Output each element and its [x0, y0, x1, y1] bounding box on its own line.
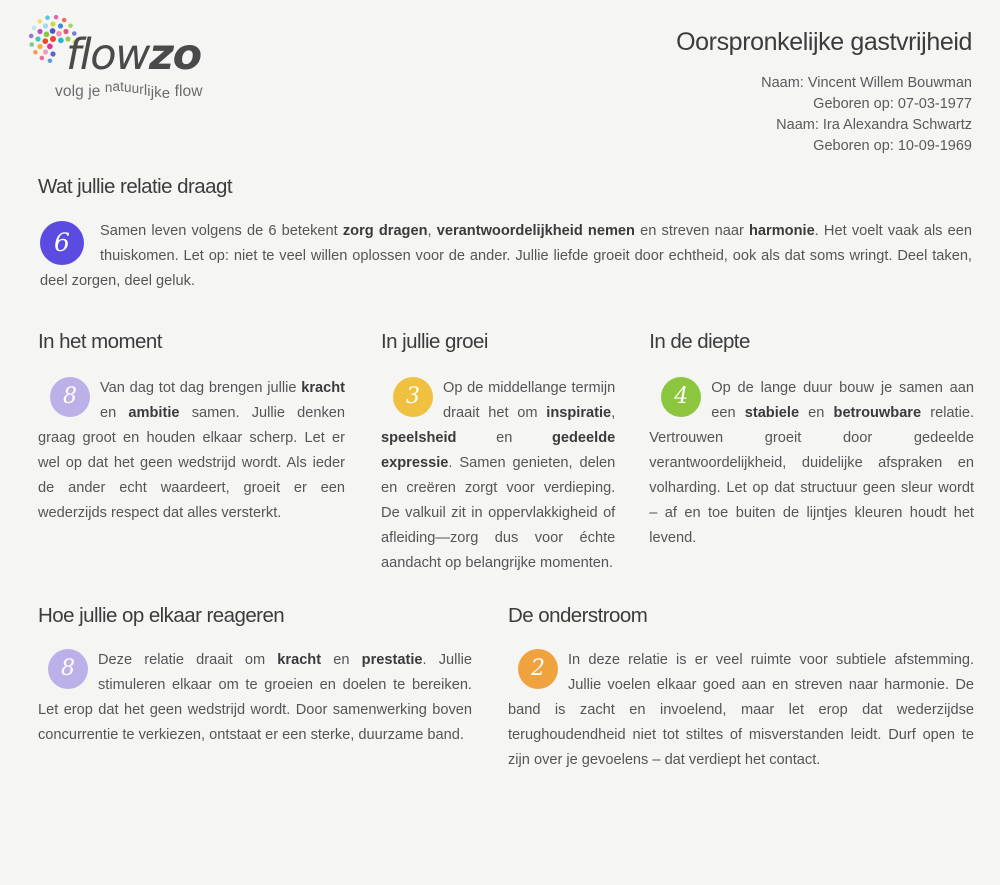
- brand-tagline: [55, 79, 203, 102]
- brand-word-zo: zo: [148, 30, 201, 80]
- two-column-section: [0, 576, 1000, 773]
- body-strong: prestatie: [361, 652, 423, 668]
- tagline-letter: i: [147, 83, 151, 100]
- tagline-letter: a: [112, 79, 121, 94]
- section-title: Wat jullie relatie draagt: [38, 175, 233, 198]
- body-run: . Het voelt vaak als een thuiskomen. Let op: niet te veel willen oplossen voor de ander. Jullie liefde groeit door echtheid, ook als dat soms wringt. Deel taken, deel zorgen, deel geluk.: [40, 223, 973, 289]
- body-strong: stabiele: [744, 405, 800, 421]
- body-run: samen. Jullie denken graag groot en houden elkaar scherp. Let er wel op dat het geen wedstrijd wordt. Als ieder de ander echt waardeert, groeit er een wederzijds respect dat alles versterkt.: [38, 405, 346, 521]
- section-wat-jullie-relatie-draagt: [0, 175, 1000, 294]
- column-body-row: [38, 376, 345, 526]
- brand-word-flow: flow: [66, 30, 149, 80]
- section-title: De onderstroom: [508, 604, 648, 627]
- tagline-letter: k: [154, 84, 162, 101]
- section-title: In de diepte: [649, 330, 750, 353]
- body-strong: betrouwbare: [833, 405, 922, 421]
- body-run: . Jullie stimuleren elkaar om te groeien en doelen te bereiken. Let erop dat het geen wedstrijd wordt. Door samenwerking boven concurrentie te verkiezen, ontstaat er een sterke, duurzame band.: [38, 652, 472, 743]
- body-run: en: [799, 405, 834, 421]
- tagline-letter: t: [120, 79, 124, 94]
- body-strong: zorg dragen: [342, 223, 428, 239]
- body-run: Samen leven volgens de 6 betekent: [100, 223, 343, 239]
- body-strong: verantwoordelijkheid nemen: [436, 223, 635, 239]
- body-strong: kracht: [301, 380, 346, 396]
- body-run: relatie. Vertrouwen groeit door gedeelde verantwoordelijkheid, duidelijke afspraken en volharding. Let op dat structuur geen sleur wordt – af en toe buiten de lijntjes kleuren houdt het levend.: [649, 405, 975, 546]
- body-strong: gedeelde expressie: [381, 430, 616, 471]
- meta-line-birth-2: Geboren op: 10-09-1969: [813, 138, 972, 154]
- column-body-row: [508, 648, 974, 773]
- brand-logo: [18, 10, 278, 120]
- number-badge: 6: [40, 221, 84, 265]
- column-body-row: [381, 376, 615, 576]
- tagline-letter: r: [139, 82, 144, 97]
- body-strong: speelsheid: [381, 430, 457, 446]
- three-column-section: [0, 294, 1000, 576]
- tagline-post: flow: [170, 83, 203, 100]
- body-run: en: [321, 652, 362, 668]
- person-meta: [676, 10, 972, 157]
- section-body: [38, 648, 472, 748]
- number-badge: 4: [661, 377, 701, 417]
- body-run: Op de middellange termijn draait het om: [443, 380, 616, 421]
- body-strong: inspiratie: [546, 405, 612, 421]
- body-run: ,: [611, 405, 616, 421]
- tagline-letter: u: [131, 81, 140, 96]
- body-run: ,: [427, 223, 437, 239]
- body-strong: kracht: [277, 652, 322, 668]
- body-strong: harmonie: [749, 223, 815, 239]
- body-run: Op de lange duur bouw je samen aan een: [711, 380, 974, 421]
- section-body: [40, 219, 972, 294]
- meta-line-name-1: Naam: Vincent Willem Bouwman: [761, 75, 972, 91]
- section-title: In jullie groei: [381, 330, 488, 353]
- section-hoe-jullie-op-elkaar-reageren: [38, 604, 508, 773]
- body-run: . Samen genieten, delen en creëren zorgt voor verdieping. De valkuil zit in oppervlakkigheid of afleiding—zorg dus voor échte aandacht op belangrijke momenten.: [381, 455, 616, 571]
- number-badge: 2: [518, 649, 558, 689]
- tagline-arc-word: [104, 79, 171, 102]
- tagline-letter: n: [104, 80, 113, 95]
- tagline-letter: j: [150, 84, 155, 101]
- page-header: [0, 0, 1000, 175]
- column-body-row: [38, 648, 472, 748]
- column-in-het-moment: [38, 330, 381, 576]
- hero-row: [38, 219, 972, 294]
- tagline-letter: l: [143, 82, 148, 99]
- body-run: en streven naar: [634, 223, 749, 239]
- meta-line-name-2: Naam: Ira Alexandra Schwartz: [776, 117, 972, 133]
- number-badge: 8: [50, 377, 90, 417]
- body-run: en: [456, 430, 552, 446]
- meta-line-birth-1: Geboren op: 07-03-1977: [813, 96, 972, 112]
- body-strong: ambitie: [128, 405, 180, 421]
- section-title: Hoe jullie op elkaar reageren: [38, 604, 285, 627]
- page-title: Oorspronkelijke gastvrijheid: [676, 28, 972, 56]
- column-in-jullie-groei: [381, 330, 649, 576]
- column-in-de-diepte: [649, 330, 974, 576]
- tagline-letter: u: [124, 80, 132, 95]
- number-badge: 8: [48, 649, 88, 689]
- section-de-onderstroom: [508, 604, 974, 773]
- brand-wordmark: [66, 30, 201, 80]
- tagline-letter: e: [161, 85, 171, 102]
- body-run: Deze relatie draait om: [98, 652, 278, 668]
- number-badge: 3: [393, 377, 433, 417]
- body-run: en: [100, 405, 129, 421]
- section-title: In het moment: [38, 330, 162, 353]
- tagline-pre: volg je: [55, 83, 105, 100]
- body-run: Van dag tot dag brengen jullie: [100, 380, 302, 396]
- section-body: In deze relatie is er veel ruimte voor subtiele afstemming. Jullie voelen elkaar goed aan en streven naar harmonie. De band is zacht en invoelend, maar let erop dat wederzijdse terughoudendheid niet tot stiltes of misverstanden leidt. Durf open te zijn over je gevoelens – dat verdiept het contact.: [508, 652, 974, 768]
- column-body-row: [649, 376, 974, 551]
